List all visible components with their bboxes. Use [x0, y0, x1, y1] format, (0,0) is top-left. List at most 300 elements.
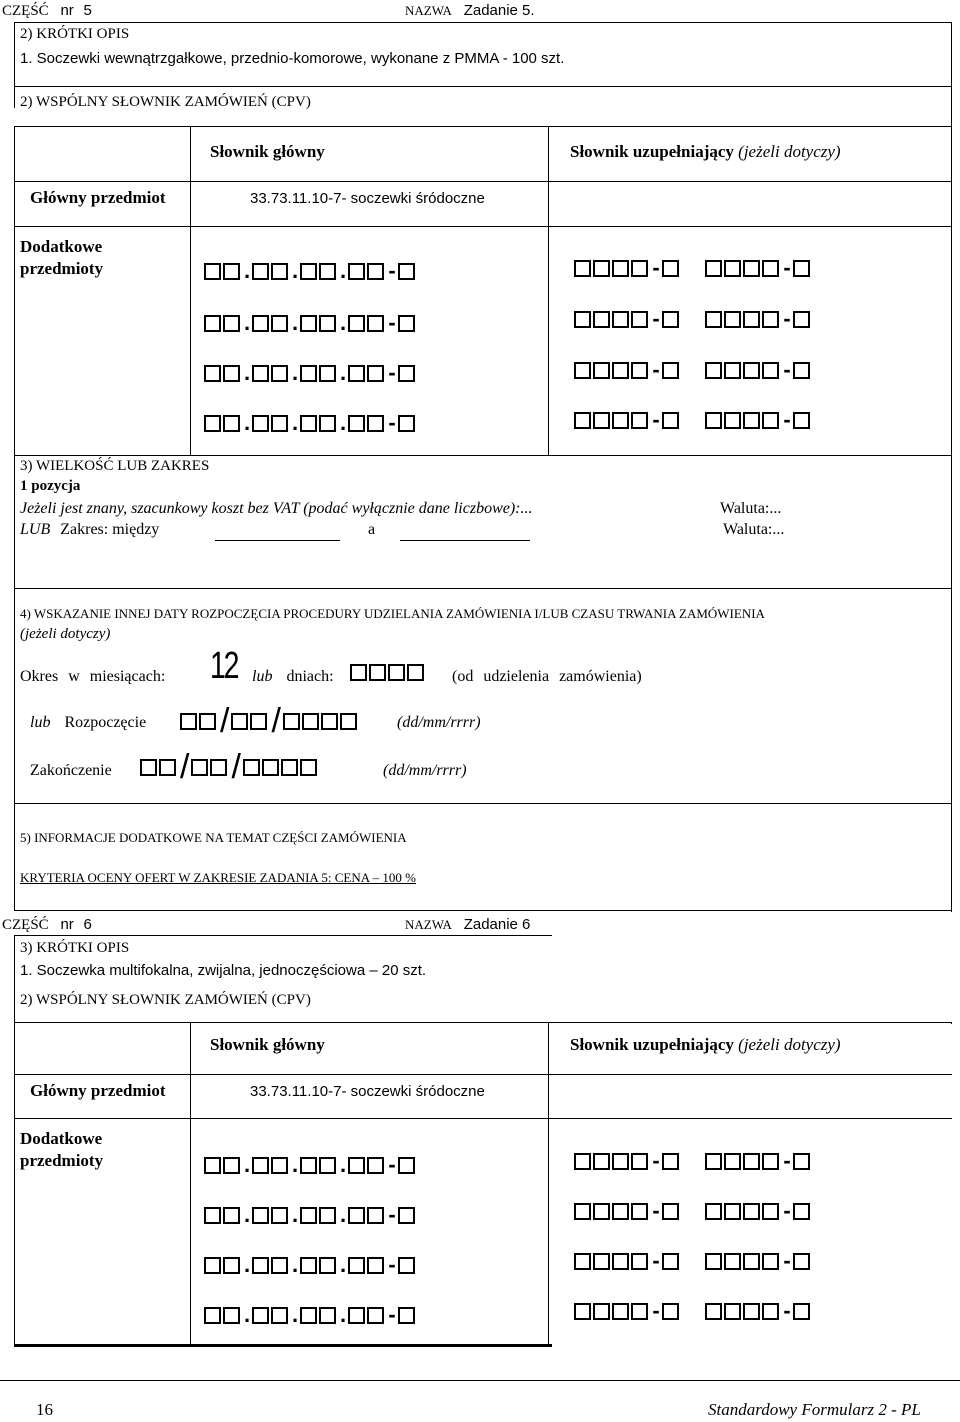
digit-box[interactable]	[250, 713, 267, 730]
krotki-opis-text: 1. Soczewki wewnątrzgałkowe, przednio-komorowe, wykonane z PMMA - 100 szt.	[20, 50, 565, 67]
digit-box[interactable]	[348, 1307, 365, 1324]
lub-zakres	[20, 521, 159, 539]
digit-box[interactable]	[762, 1303, 779, 1320]
digit-box[interactable]	[407, 664, 424, 681]
digit-box[interactable]	[724, 1303, 741, 1320]
nazwa-label: NAZWA	[405, 3, 452, 18]
cpv-code-row[interactable]	[204, 1302, 417, 1328]
digit-box[interactable]	[743, 1303, 760, 1320]
digit-box[interactable]	[662, 412, 679, 429]
cpv-row-divider	[14, 181, 952, 182]
digit-box[interactable]	[662, 362, 679, 379]
digit-box[interactable]	[367, 415, 384, 432]
digit-box[interactable]	[631, 1153, 648, 1170]
dash-separator: -	[388, 360, 396, 385]
kryteria-text: KRYTERIA OCENY OFERT W ZAKRESIE ZADANIA 5: CENA – 100 %	[20, 870, 416, 885]
digit-box[interactable]	[223, 1157, 240, 1174]
digit-box[interactable]	[793, 362, 810, 379]
digit-box[interactable]	[793, 1153, 810, 1170]
digit-box[interactable]	[662, 1203, 679, 1220]
digit-box[interactable]	[574, 412, 591, 429]
digit-box[interactable]	[271, 1257, 288, 1274]
digit-box[interactable]	[705, 1303, 722, 1320]
part6-cpv-col2	[548, 1022, 549, 1345]
digit-box[interactable]	[398, 315, 415, 332]
dot-separator: .	[291, 360, 299, 385]
cpv-row-divider-2	[14, 226, 952, 227]
digit-box[interactable]	[252, 1207, 269, 1224]
digit-box[interactable]	[398, 1307, 415, 1324]
nr-label: nr	[60, 2, 74, 19]
uzup-code-row[interactable]	[574, 1148, 812, 1174]
digit-box[interactable]	[762, 260, 779, 277]
cpv-table-left	[14, 126, 15, 456]
digit-box[interactable]	[793, 1253, 810, 1270]
okres-label: Okres w miesiącach:	[20, 668, 166, 685]
part6-glowny-przedmiot-label: Główny przedmiot	[30, 1081, 166, 1100]
digit-box[interactable]	[271, 1157, 288, 1174]
date-format-2: (dd/mm/rrrr)	[383, 762, 467, 779]
part6-cpv-bottom	[14, 1344, 552, 1347]
digit-box[interactable]	[204, 315, 221, 332]
digit-box[interactable]	[743, 1203, 760, 1220]
rozpoczecie	[30, 714, 146, 732]
digit-box[interactable]	[300, 1257, 317, 1274]
date-format-1: (dd/mm/rrrr)	[397, 714, 481, 731]
uzup-code-row[interactable]	[574, 306, 812, 332]
dot-separator: .	[243, 1152, 251, 1177]
cpv-code-row[interactable]	[204, 1202, 417, 1228]
digit-box[interactable]	[724, 362, 741, 379]
zakonczenie-date-boxes[interactable]	[140, 748, 319, 787]
digit-box[interactable]	[612, 362, 629, 379]
dot-separator: .	[291, 1302, 299, 1327]
digit-box[interactable]	[252, 415, 269, 432]
cpv-code-row[interactable]	[204, 1252, 417, 1278]
dash-separator: -	[388, 310, 396, 335]
digit-box[interactable]	[348, 1207, 365, 1224]
part6-cpv-heading: 2) WSPÓLNY SŁOWNIK ZAMÓWIEŃ (CPV)	[20, 992, 311, 1008]
digit-box[interactable]	[300, 415, 317, 432]
digit-box[interactable]	[271, 415, 288, 432]
digit-box[interactable]	[348, 1157, 365, 1174]
dash-separator: -	[652, 1198, 660, 1223]
digit-box[interactable]	[300, 1307, 317, 1324]
digit-box[interactable]	[574, 311, 591, 328]
glowny-przedmiot-label: Główny przedmiot	[30, 188, 166, 207]
digit-box[interactable]	[348, 1257, 365, 1274]
digit-box[interactable]	[724, 1253, 741, 1270]
digit-box[interactable]	[398, 415, 415, 432]
digit-box[interactable]	[631, 260, 648, 277]
digit-box[interactable]	[231, 713, 248, 730]
digit-box[interactable]	[705, 260, 722, 277]
digit-box[interactable]	[612, 1203, 629, 1220]
digit-box[interactable]	[300, 315, 317, 332]
digit-box[interactable]	[348, 315, 365, 332]
cpv-code-row[interactable]	[204, 310, 417, 336]
dot-separator: .	[339, 1302, 347, 1327]
rozpoczecie-label: Rozpoczęcie	[64, 714, 147, 731]
digit-box[interactable]	[300, 759, 317, 776]
dash-separator: -	[652, 407, 660, 432]
dodatkowe-line-1: Dodatkowe	[20, 1129, 103, 1148]
digit-box[interactable]	[724, 311, 741, 328]
digit-box[interactable]	[574, 1253, 591, 1270]
digit-box[interactable]	[612, 260, 629, 277]
wskazanie-heading: 4) WSKAZANIE INNEJ DATY ROZPOCZĘCIA PROCEDURY UDZIELANIA ZAMÓWIENIA I/LUB CZASU TRWANIA ZAMÓWIENIA	[20, 606, 765, 621]
digit-box[interactable]	[793, 260, 810, 277]
digit-box[interactable]	[631, 412, 648, 429]
digit-box[interactable]	[367, 1307, 384, 1324]
digit-box[interactable]	[204, 365, 221, 382]
dash-separator: -	[652, 306, 660, 331]
cpv-table-top	[14, 126, 952, 127]
dash-separator: -	[783, 1148, 791, 1173]
dot-separator: .	[243, 410, 251, 435]
digit-box[interactable]	[705, 412, 722, 429]
uzup-code-row[interactable]	[574, 255, 812, 281]
uzup-code-row[interactable]	[574, 1198, 812, 1224]
digit-box[interactable]	[348, 365, 365, 382]
digit-box[interactable]	[319, 263, 336, 280]
part6-cpv-row-2	[14, 1118, 952, 1119]
digit-box[interactable]	[204, 1307, 221, 1324]
digit-box[interactable]	[662, 260, 679, 277]
divider-4	[14, 588, 952, 589]
nr-label: nr	[60, 916, 74, 933]
uzup-code-row[interactable]	[574, 407, 812, 433]
digit-box[interactable]	[743, 1253, 760, 1270]
dash-separator: -	[388, 1252, 396, 1277]
digit-box[interactable]	[204, 415, 221, 432]
nazwa-label: NAZWA	[405, 917, 452, 932]
uzup-code-row[interactable]	[574, 1248, 812, 1274]
dash-separator: -	[388, 1202, 396, 1227]
digit-box[interactable]	[762, 1253, 779, 1270]
digit-box[interactable]	[762, 412, 779, 429]
nazwa-field	[405, 2, 535, 20]
digit-box[interactable]	[612, 1303, 629, 1320]
dodatkowe-line-2: przedmioty	[20, 1151, 104, 1170]
dot-separator: .	[243, 360, 251, 385]
dash-separator: -	[783, 255, 791, 280]
digit-box[interactable]	[210, 759, 227, 776]
cpv-col1-divider	[190, 126, 191, 456]
digit-box[interactable]	[593, 311, 610, 328]
digit-box[interactable]	[319, 1157, 336, 1174]
digit-box[interactable]	[762, 311, 779, 328]
digit-box[interactable]	[252, 1157, 269, 1174]
digit-box[interactable]	[223, 365, 240, 382]
digit-box[interactable]	[204, 1157, 221, 1174]
digit-box[interactable]	[593, 1253, 610, 1270]
digit-box[interactable]	[204, 1257, 221, 1274]
digit-box[interactable]	[724, 1153, 741, 1170]
digit-box[interactable]	[252, 365, 269, 382]
koszt-text: Jeżeli jest znany, szacunkowy koszt bez VAT (podać wyłącznie dane liczbowe):...	[20, 500, 533, 517]
digit-box[interactable]	[159, 759, 176, 776]
digit-box[interactable]	[319, 415, 336, 432]
digit-box[interactable]	[612, 1153, 629, 1170]
part6-krotki-opis-text: 1. Soczewka multifokalna, zwijalna, jednoczęściowa – 20 szt.	[20, 962, 427, 979]
dot-separator: .	[339, 1252, 347, 1277]
digit-box[interactable]	[593, 362, 610, 379]
digit-box[interactable]	[705, 1203, 722, 1220]
part6-box-left	[14, 935, 15, 1345]
digit-box[interactable]	[793, 412, 810, 429]
wielkosc-heading: 3) WIELKOŚĆ LUB ZAKRES	[20, 458, 210, 474]
dash-separator: -	[652, 1248, 660, 1273]
part6-cpv-col1	[190, 1022, 191, 1345]
cpv-code-row[interactable]	[204, 258, 417, 284]
digit-box[interactable]	[350, 664, 367, 681]
digit-box[interactable]	[252, 315, 269, 332]
digit-box[interactable]	[271, 315, 288, 332]
digit-box[interactable]	[743, 362, 760, 379]
dot-separator: .	[291, 1152, 299, 1177]
digit-box[interactable]	[223, 415, 240, 432]
digit-box[interactable]	[762, 1153, 779, 1170]
dot-separator: .	[291, 1252, 299, 1277]
digit-box[interactable]	[223, 1207, 240, 1224]
part6-cpv-row	[14, 1074, 952, 1075]
footer-rule	[0, 1380, 960, 1381]
part6-krotki-opis-heading: 3) KRÓTKI OPIS	[20, 940, 130, 956]
digit-box[interactable]	[319, 1257, 336, 1274]
digit-box[interactable]	[223, 263, 240, 280]
digit-box[interactable]	[398, 1257, 415, 1274]
dot-separator: .	[291, 1202, 299, 1227]
digit-box[interactable]	[574, 1153, 591, 1170]
part5-box-bottom	[14, 910, 952, 911]
part6-box-top	[14, 935, 552, 936]
footer-form-name: Standardowy Formularz 2 - PL	[708, 1400, 921, 1419]
digit-box[interactable]	[593, 1203, 610, 1220]
part6-dodatkowe-label	[20, 1128, 103, 1172]
zakres-to-field[interactable]	[400, 540, 530, 541]
digit-box[interactable]	[223, 1257, 240, 1274]
digit-box[interactable]	[252, 263, 269, 280]
digit-box[interactable]	[281, 759, 298, 776]
digit-box[interactable]	[662, 1303, 679, 1320]
digit-box[interactable]	[705, 362, 722, 379]
digit-box[interactable]	[793, 1303, 810, 1320]
digit-box[interactable]	[574, 1203, 591, 1220]
digit-box[interactable]	[300, 1157, 317, 1174]
digit-box[interactable]	[724, 1203, 741, 1220]
digit-box[interactable]	[271, 1307, 288, 1324]
dash-separator: -	[388, 1302, 396, 1327]
dot-separator: .	[339, 310, 347, 335]
digit-box[interactable]	[724, 412, 741, 429]
dot-separator: .	[291, 310, 299, 335]
digit-box[interactable]	[223, 1307, 240, 1324]
dash-separator: -	[652, 1148, 660, 1173]
digit-box[interactable]	[300, 263, 317, 280]
digit-box[interactable]	[574, 1303, 591, 1320]
dodatkowe-line-2: przedmioty	[20, 259, 104, 278]
dash-separator: -	[388, 410, 396, 435]
digit-box[interactable]	[369, 664, 386, 681]
digit-box[interactable]	[367, 1207, 384, 1224]
dot-separator: .	[339, 360, 347, 385]
lub-word: LUB	[20, 521, 51, 538]
uzup-code-row[interactable]	[574, 357, 812, 383]
digit-box[interactable]	[252, 1307, 269, 1324]
box-right-border	[951, 22, 952, 912]
digit-box[interactable]	[593, 412, 610, 429]
digit-box[interactable]	[593, 1153, 610, 1170]
digit-box[interactable]	[793, 1203, 810, 1220]
digit-box[interactable]	[140, 759, 157, 776]
digit-box[interactable]	[319, 1207, 336, 1224]
digit-box[interactable]	[631, 311, 648, 328]
dash-separator: -	[783, 1298, 791, 1323]
cpv-heading: 2) WSPÓLNY SŁOWNIK ZAMÓWIEŃ (CPV)	[20, 94, 311, 110]
okres-value: 12	[210, 645, 238, 687]
digit-box[interactable]	[743, 260, 760, 277]
nazwa-value: Zadanie 5.	[463, 2, 535, 19]
digit-box[interactable]	[367, 315, 384, 332]
divider-5	[14, 803, 952, 804]
dot-separator: .	[291, 410, 299, 435]
digit-box[interactable]	[348, 263, 365, 280]
cpv-code-row[interactable]	[204, 410, 417, 436]
digit-box[interactable]	[743, 1153, 760, 1170]
slash: /	[231, 748, 241, 786]
digit-box[interactable]	[223, 315, 240, 332]
digit-box[interactable]	[705, 311, 722, 328]
rozpoczecie-date-boxes[interactable]	[180, 702, 359, 741]
digit-box[interactable]	[302, 713, 319, 730]
rozpoczecie-lub: lub	[30, 714, 51, 731]
lub-dniach-lub: lub	[252, 668, 273, 685]
digit-box[interactable]	[762, 1203, 779, 1220]
dot-separator: .	[243, 1202, 251, 1227]
slownik-uzup-label: Słownik uzupełniający	[570, 1035, 734, 1054]
digit-box[interactable]	[631, 362, 648, 379]
slownik-uzup-note: (jeżeli dotyczy)	[738, 142, 841, 161]
dot-separator: .	[339, 258, 347, 283]
digit-box[interactable]	[271, 263, 288, 280]
digit-box[interactable]	[388, 664, 405, 681]
divider	[14, 86, 952, 87]
dniach-boxes[interactable]	[350, 664, 426, 681]
part6-cpv-top	[14, 1022, 952, 1023]
digit-box[interactable]	[631, 1303, 648, 1320]
dash-separator: -	[783, 1198, 791, 1223]
cpv-code-row[interactable]	[204, 1152, 417, 1178]
footer-page-number: 16	[36, 1400, 53, 1419]
digit-box[interactable]	[743, 412, 760, 429]
zakonczenie-label: Zakończenie	[30, 762, 112, 779]
digit-box[interactable]	[204, 263, 221, 280]
slownik-glowny-header: Słownik główny	[210, 142, 325, 161]
zakres-label: Zakres: między	[60, 521, 160, 538]
glowny-przedmiot-value: 33.73.11.10-7- soczewki śródoczne	[250, 190, 485, 207]
zakres-from-field[interactable]	[215, 540, 340, 541]
nr-value: 6	[83, 916, 92, 933]
digit-box[interactable]	[252, 1257, 269, 1274]
digit-box[interactable]	[793, 311, 810, 328]
digit-box[interactable]	[243, 759, 260, 776]
digit-box[interactable]	[271, 365, 288, 382]
digit-box[interactable]	[180, 713, 197, 730]
uzup-code-row[interactable]	[574, 1298, 812, 1324]
digit-box[interactable]	[612, 311, 629, 328]
digit-box[interactable]	[574, 260, 591, 277]
digit-box[interactable]	[367, 263, 384, 280]
digit-box[interactable]	[662, 1253, 679, 1270]
digit-box[interactable]	[319, 365, 336, 382]
digit-box[interactable]	[612, 412, 629, 429]
digit-box[interactable]	[367, 1157, 384, 1174]
digit-box[interactable]	[367, 1257, 384, 1274]
digit-box[interactable]	[398, 263, 415, 280]
cpv-code-row[interactable]	[204, 360, 417, 386]
digit-box[interactable]	[262, 759, 279, 776]
digit-box[interactable]	[191, 759, 208, 776]
digit-box[interactable]	[204, 1207, 221, 1224]
digit-box[interactable]	[705, 1253, 722, 1270]
digit-box[interactable]	[593, 1303, 610, 1320]
digit-box[interactable]	[398, 1207, 415, 1224]
digit-box[interactable]	[743, 311, 760, 328]
dniach-label: dniach:	[286, 668, 334, 685]
dot-separator: .	[243, 1252, 251, 1277]
czesc-text: CZĘŚĆ	[2, 3, 49, 19]
digit-box[interactable]	[319, 315, 336, 332]
digit-box[interactable]	[705, 1153, 722, 1170]
slash: /	[180, 748, 190, 786]
digit-box[interactable]	[271, 1207, 288, 1224]
digit-box[interactable]	[348, 415, 365, 432]
digit-box[interactable]	[593, 260, 610, 277]
digit-box[interactable]	[762, 362, 779, 379]
box-top-border	[14, 22, 952, 23]
box-left-border-2	[14, 455, 15, 911]
digit-box[interactable]	[612, 1253, 629, 1270]
digit-box[interactable]	[398, 365, 415, 382]
digit-box[interactable]	[321, 713, 338, 730]
lub-dniach	[252, 668, 334, 686]
digit-box[interactable]	[724, 260, 741, 277]
digit-box[interactable]	[662, 311, 679, 328]
dot-separator: .	[339, 1152, 347, 1177]
slownik-uzup-header	[570, 142, 841, 162]
digit-box[interactable]	[398, 1157, 415, 1174]
digit-box[interactable]	[574, 362, 591, 379]
pozycja: 1 pozycja	[20, 478, 81, 494]
dash-separator: -	[652, 255, 660, 280]
digit-box[interactable]	[199, 713, 216, 730]
dash-separator: -	[652, 1298, 660, 1323]
digit-box[interactable]	[283, 713, 300, 730]
slash: /	[220, 702, 230, 740]
digit-box[interactable]	[631, 1203, 648, 1220]
dash-separator: -	[783, 407, 791, 432]
digit-box[interactable]	[340, 713, 357, 730]
digit-box[interactable]	[631, 1253, 648, 1270]
slownik-uzup-label: Słownik uzupełniający	[570, 142, 734, 161]
digit-box[interactable]	[300, 365, 317, 382]
digit-box[interactable]	[300, 1207, 317, 1224]
digit-box[interactable]	[662, 1153, 679, 1170]
digit-box[interactable]	[367, 365, 384, 382]
digit-box[interactable]	[319, 1307, 336, 1324]
waluta-1: Waluta:...	[720, 500, 782, 517]
